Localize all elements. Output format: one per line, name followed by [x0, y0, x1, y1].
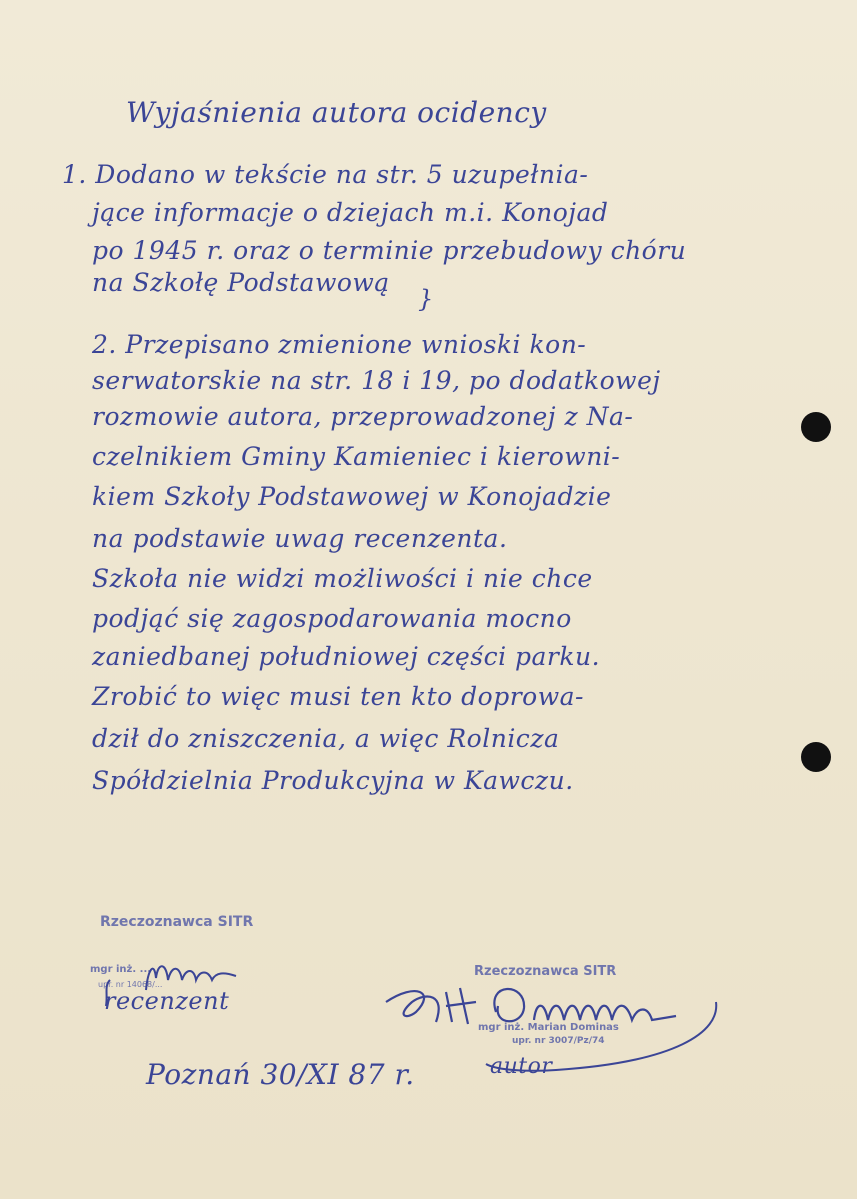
text-line: Zrobić to więc musi ten kto doprowa- [92, 682, 584, 711]
text-line: podjąć się zagospodarowania mocno [92, 604, 572, 633]
text-line: serwatorskie na str. 18 i 19, po dodatkowej [92, 366, 661, 395]
reviewer-sign-text: recenzent [104, 987, 230, 1015]
author-stamp-reg: upr. nr 3007/Pz/74 [512, 1036, 605, 1046]
text-line: Szkoła nie widzi możliwości i nie chce [92, 564, 593, 593]
reviewer-stamp-name: mgr inż. ... [90, 964, 152, 975]
reviewer-stamp-reg: upr. nr 14068/... [98, 980, 163, 989]
text-line: jące informacje o dziejach m.i. Konojad [92, 198, 609, 227]
text-line: Spółdzielnia Produkcyjna w Kawczu. [92, 766, 574, 795]
text-line: zaniedbanej południowej części parku. [92, 642, 601, 671]
document-title: Wyjaśnienia autora ocidency [126, 96, 547, 129]
author-stamp-title: Rzeczoznawca SITR [474, 964, 617, 979]
text-bracket: } [418, 285, 434, 313]
text-line: na podstawie uwag recenzenta. [92, 524, 508, 553]
text-line: dził do zniszczenia, a więc Rolnicza [92, 724, 560, 753]
text-line: na Szkołę Podstawową [92, 268, 390, 297]
place-date: Poznań 30/XI 87 r. [146, 1058, 415, 1091]
text-line: 1. Dodano w tekście na str. 5 uzupełnia- [62, 160, 589, 189]
text-line: kiem Szkoły Podstawowej w Konojadzie [92, 482, 612, 511]
author-label: autor [490, 1054, 553, 1079]
text-line: po 1945 r. oraz o terminie przebudowy chóru [92, 236, 687, 265]
punch-hole [801, 412, 831, 442]
text-line: rozmowie autora, przeprowadzonej z Na- [92, 402, 634, 431]
text-line: czelnikiem Gminy Kamieniec i kierowni- [92, 442, 621, 471]
reviewer-stamp-title: Rzeczoznawca SITR [100, 914, 254, 930]
text-line: 2. Przepisano zmienione wnioski kon- [92, 330, 587, 359]
punch-hole [801, 742, 831, 772]
author-stamp-name: mgr inż. Marian Dominas [478, 1022, 619, 1033]
